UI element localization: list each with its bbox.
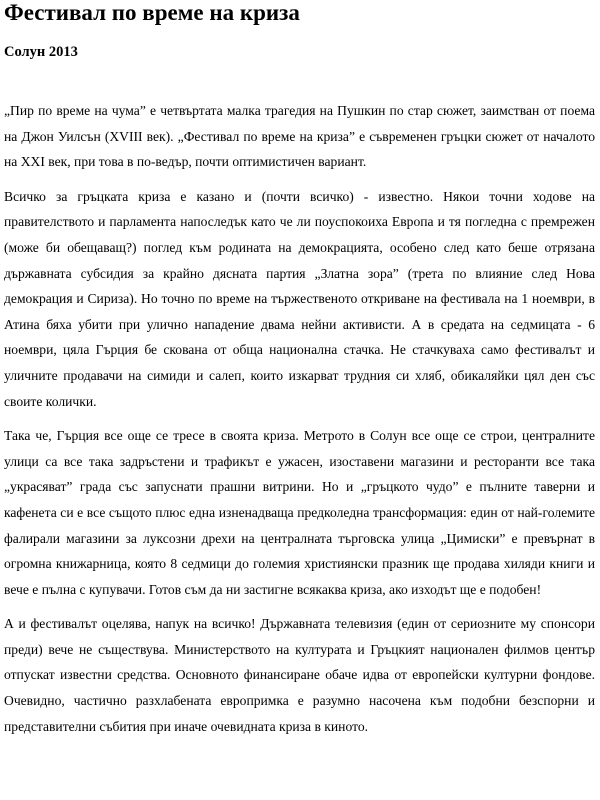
document-subtitle: Солун 2013: [4, 44, 78, 60]
paragraph: Всичко за гръцката криза е казано и (почти всичко) - известно. Някои точни ходове на правителството и парламента напоследък като че ли поуспокоиха Европа и тя погледна с премрежен (може би обещаващ?) поглед към родината на демокрацията, особено след като беше отрязана държавната субсидия за крайно дясната партия „Златна зора” (трета по влияние след Нова демокрация и Сириза). Но точно по време на тържественото откриване на фестивала на 1 ноември, в Атина бяха убити при улично нападение двама нейни активисти. А в средата на седмицата - 6 ноември, цяла Гърция бе скована от обща национална стачка. Не стачкуваха само фестивалът и уличните продавачи на симиди и салеп, които изкарват трудния си хляб, обикаляйки цял ден със своите колички.: [4, 188, 595, 409]
document-title: Фестивал по време на криза: [4, 0, 300, 25]
article-body: [4, 98, 595, 748]
paragraph: Така че, Гърция все още се тресе в своята криза. Метрото в Солун все още се строи, централните улици са все така задръстени и трафикът е ужасен, изоставени магазини и ресторанти все така „украсяват” града със запуснати прашни витрини. Но и „гръцкото чудо” е пълните таверни и кафенета си е все същото плюс една изненадваща предколедна трансформация: един от най-големите фалирали магазини за луксозни дрехи на централната търговска улица „Цимиски” е превърнат в огромна книжарница, която 8 седмици до големия християнски празник ще продава хиляди книги и вече е пълна с купувачи. Готов съм да ни застигне всякаква криза, ако изходът ще е подобен!: [4, 428, 595, 597]
paragraph: А и фестивалът оцелява, напук на всичко! Държавната телевизия (един от сериозните му спонсори преди) вече не съществува. Министерството на културата и Гръцкият национален филмов център отпускат известни средства. Основното финансиране обаче идва от европейски културни фондове. Очевидно, частично разхлабената европримка е разумно насочена към подобни безспорни и представителни събития при иначе очевидната криза в киното.: [4, 616, 595, 734]
paragraph: „Пир по време на чума” е четвъртата малка трагедия на Пушкин по стар сюжет, заимстван от поема на Джон Уилсън (XVIII век). „Фестивал по време на криза” е съвременен гръцки сюжет от началото на XXI век, при това в по-ведър, почти оптимистичен вариант.: [4, 103, 595, 170]
